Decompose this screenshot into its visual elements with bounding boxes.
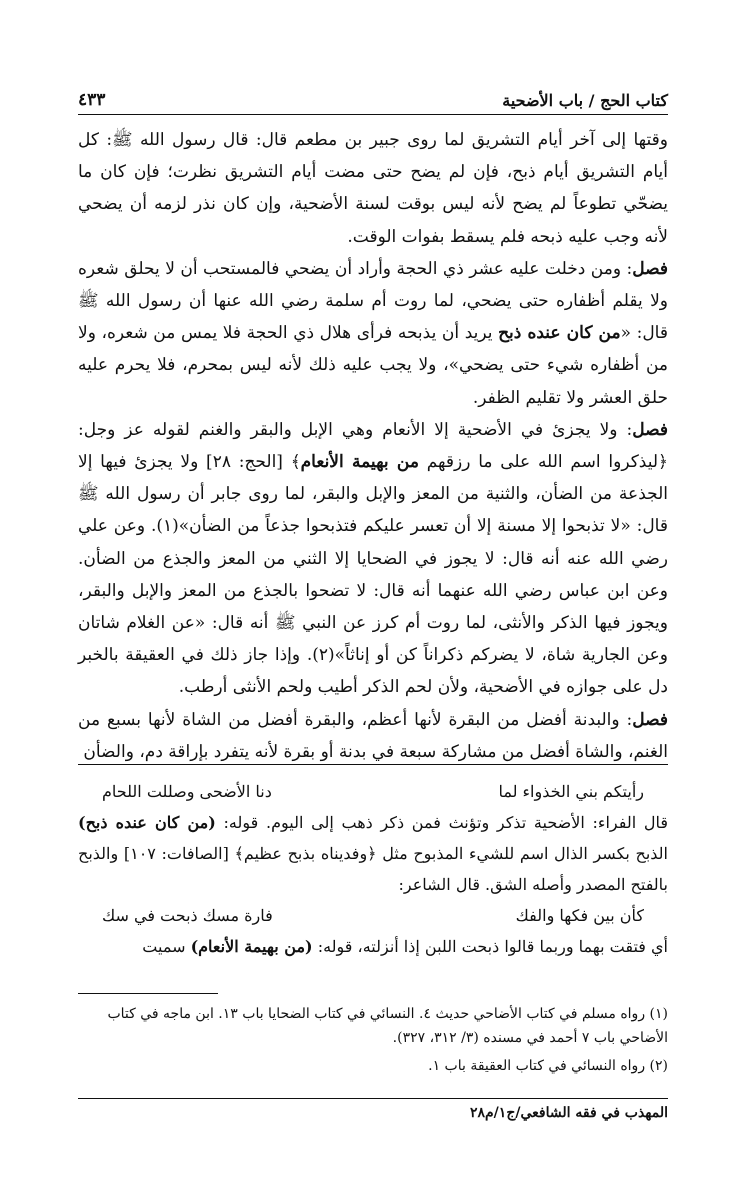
paragraph-text: : ومن دخلت عليه عشر ذي الحجة وأراد أن يضحي فالمستحب أن لا يحلق شعره ولا يقلم أظفاره حتى يضحي، لما روت أم سلمة رضي الله عنها أن رسول الله ﷺ قال: « bbox=[78, 258, 668, 344]
footnote-1: (١) رواه مسلم في كتاب الأضاحي حديث ٤. النسائي في كتاب الضحايا باب ١٣. ابن ماجه في كتاب الأضاحي باب ٧ أحمد في مسنده (٣/ ٣١٢، ٣٢٧). bbox=[107, 1006, 668, 1046]
page-header bbox=[78, 78, 668, 115]
main-text bbox=[78, 124, 668, 768]
commentary bbox=[78, 776, 668, 962]
paragraph-text: يريد أن يذبحه فرأى هلال ذي الحجة فلا يمس من شعره، ولا من أظفاره شيء حتى يضحي»، ولا يجب عليه ذلك لأنه ليس بمحرم، فلا يحرم عليه حلق العشر ولا تقليم الظفر. bbox=[78, 323, 668, 408]
commentary-paragraph bbox=[78, 931, 668, 962]
page-number: ٤٣٣ bbox=[78, 90, 106, 110]
poetry-verse bbox=[78, 776, 668, 807]
commentary-text: قال الفراء: الأضحية تذكر وتؤنث فمن ذكر ذهب إلى اليوم. قوله: bbox=[215, 813, 669, 832]
paragraph-text: : ولا يجزئ في الأضحية إلا الأنعام وهي الإبل والبقر والغنم لقوله عز وجل: ﴿ليذكروا اسم الله على ما رزقهم bbox=[78, 419, 669, 473]
highlighted-phrase: من كان عنده ذبح bbox=[498, 323, 621, 344]
commentary-text: الذبح بكسر الذال اسم للشيء المذبوح مثل ﴿وفديناه بذبح عظيم﴾ [الصافات: ١٠٧] والذبح بالفتح المصدر وأصله الشق. قال الشاعر: bbox=[78, 844, 668, 894]
section-label: فصل bbox=[632, 258, 668, 279]
commentary-paragraph bbox=[78, 807, 668, 900]
verse-hemistich-first: كأن بين فكها والفك bbox=[515, 906, 644, 925]
paragraph-4 bbox=[78, 704, 668, 768]
verse-hemistich-second: فارة مسك ذبحت في سك bbox=[102, 906, 273, 925]
paragraph-3 bbox=[78, 414, 668, 704]
commentary-keyword: (من بهيمة الأنعام) bbox=[190, 937, 313, 956]
highlighted-phrase: من بهيمة الأنعام bbox=[300, 452, 419, 473]
paragraph-2 bbox=[78, 253, 668, 414]
signature-line: المهذب في فقه الشافعي/ج١/م٢٨ bbox=[78, 1098, 668, 1121]
running-head: كتاب الحج / باب الأضحية bbox=[502, 91, 668, 110]
commentary-divider bbox=[78, 764, 668, 765]
verse-hemistich-first: رأيتكم بني الخذواء لما bbox=[498, 782, 644, 801]
footnote-divider bbox=[78, 993, 218, 994]
commentary-keyword: (من كان عنده ذبح) bbox=[78, 813, 216, 832]
footnotes bbox=[78, 1002, 668, 1082]
paragraph-text: ﴾ [الحج: ٢٨] ولا يجزئ فيها إلا الجذعة من الضأن، والثنية من المعز والإبل والبقر، لما روى جابر أن رسول الله ﷺ قال: «لا تذبحوا إلا مسنة إلا أن تعسر عليكم فتذبحوا جذعاً من الضأن»(١). وعن علي رضي الله عنه أنه قال: لا يجوز في الضحايا إلا الثني من المعز والجذع من الضأن. وعن ابن عباس رضي الله عنهما أنه قال: لا تضحوا بالجذع من المعز والإبل والبقر، ويجوز فيها الذكر والأنثى، لما روت أم كرز عن النبي ﷺ أنه قال: «عن الغلام شاتان وعن الجارية شاة، لا يضركم ذكراناً كن أو إناثاً»(٢). وإذا جاز ذلك في العقيقة بالخبر دل على جوازه في الأضحية، ولأن لحم الذكر أطيب ولحم الأنثى أرطب. bbox=[78, 452, 668, 698]
footnote-2: (٢) رواه النسائي في كتاب العقيقة باب ١. bbox=[428, 1058, 668, 1074]
commentary-text: أي فتقت بهما وربما قالوا ذبحت اللبن إذا أنزلته، قوله: bbox=[312, 937, 668, 956]
commentary-text: سميت bbox=[142, 937, 191, 956]
section-label: فصل bbox=[632, 419, 668, 440]
section-label: فصل bbox=[632, 709, 668, 730]
poetry-verse bbox=[78, 900, 668, 931]
paragraph-text: : والبدنة أفضل من البقرة لأنها أعظم، والبقرة أفضل من الشاة لأنها بسبع من الغنم، والشاة أفضل من مشاركة سبعة في بدنة أو بقرة لأنه يتفرد بإراقة دم، والضأن bbox=[78, 709, 668, 762]
verse-hemistich-second: دنا الأضحى وصللت اللحام bbox=[102, 782, 272, 801]
paragraph-1: وقتها إلى آخر أيام التشريق لما روى جبير بن مطعم قال: قال رسول الله ﷺ: كل أيام التشريق أيام ذبح، فإن لم يضح حتى مضت أيام التشريق نظرت؛ فإن كان ما يضحّي تطوعاً لم يضح لأنه ليس بوقت لسنة الأضحية، وإن كان نذر لزمه أن يضحي لأنه وجب عليه ذبحه فلم يسقط بفوات الوقت. bbox=[78, 130, 668, 247]
